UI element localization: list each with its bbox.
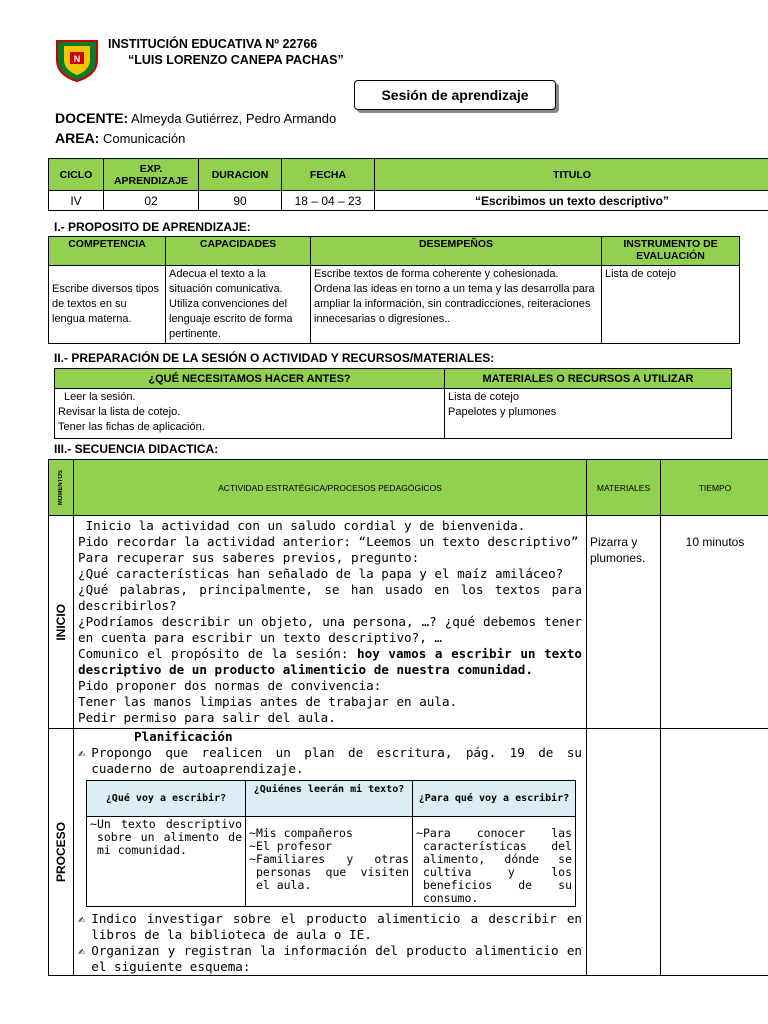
info-header-titulo: TITULO (375, 159, 768, 191)
inicio-purpose-prefix: Comunico el propósito de la sesión: (78, 646, 358, 661)
plan-col3-item: ~ Para conocer las características del alimento, dónde se cultiva y los beneficios de su consumo. (416, 826, 572, 905)
prep-antes-item: Leer la sesión. (64, 391, 136, 403)
inicio-purpose-bold: hoy vamos a escribir un texto descriptivo de un producto alimenticio de nuestra comunidad. (78, 646, 582, 677)
info-ciclo: IV (49, 191, 104, 211)
inicio-line: Inicio la actividad con un saludo cordial y de bienvenida. (78, 518, 526, 533)
proceso-bullet (78, 745, 582, 777)
area-label: AREA: (55, 130, 100, 146)
inicio-purpose (78, 646, 582, 678)
info-duracion: 90 (199, 191, 282, 211)
prep-material-item: Papelotes y plumones (448, 406, 557, 418)
inicio-line: Para recuperar sus saberes previos, pregunto: (78, 550, 420, 565)
info-header-duracion: DURACION (199, 159, 282, 191)
plan-col2 (246, 817, 413, 907)
inicio-line: ¿Qué palabras, principalmente, se han usado en los textos para describirlos? (78, 582, 582, 613)
plan-header-quienes: ¿Quiénes leerán mi texto? (246, 781, 413, 817)
prep-materiales-cell (445, 389, 732, 439)
proceso-bullet (78, 911, 582, 943)
school-logo (54, 38, 100, 82)
inicio-materiales: Pizarra y plumones. (587, 516, 661, 729)
inicio-content (74, 516, 587, 729)
prep-header-antes: ¿QUÉ NECESITAMOS HACER ANTES? (55, 369, 445, 389)
info-header-exp: EXP. APRENDIZAJE (104, 159, 199, 191)
proceso-bullet-text: Organizan y registran la información del producto alimenticio en el siguiente esquema: (91, 943, 582, 974)
plan-header-que: ¿Qué voy a escribir? (87, 781, 246, 817)
info-header-fecha: FECHA (282, 159, 375, 191)
seq-header-materiales: MATERIALES (587, 460, 661, 516)
inicio-line: Pido proponer dos normas de convivencia: (78, 678, 382, 693)
seq-header-momentos (49, 460, 74, 516)
pen-icon: ✍ (78, 746, 86, 760)
purpose-instrumento: Lista de cotejo (602, 266, 740, 344)
pen-icon: ✍ (78, 912, 86, 926)
prep-antes-item: Tener las fichas de aplicación. (58, 421, 205, 433)
info-titulo: “Escribimos un texto descriptivo” (375, 191, 768, 211)
plan-col3 (413, 817, 576, 907)
preparation-table (54, 368, 732, 439)
inicio-line: ¿Qué características han señalado de la papa y el maíz amiláceo? (78, 566, 564, 581)
purpose-desempenos: Escribe textos de forma coherente y cohesionada. Ordena las ideas en torno a un tema y las desarrolla para ampliar la información, sin contradicciones, reiteraciones innecesarias o digresiones.. (311, 266, 602, 344)
proceso-bullet (78, 943, 582, 975)
purpose-header-instrumento: INSTRUMENTO DE EVALUACIÓN (602, 237, 740, 266)
section1-title: I.- PROPOSITO DE APRENDIZAJE: (54, 220, 251, 234)
inicio-line: Pido recordar la actividad anterior: “Leemos un texto descriptivo” (78, 534, 579, 549)
info-header-ciclo: CICLO (49, 159, 104, 191)
purpose-capacidades: Adecua el texto a la situación comunicativa. Utiliza convenciones del lenguaje escrito de forma pertinente. (166, 266, 311, 344)
sequence-table (48, 459, 768, 976)
institution-name: INSTITUCIÓN EDUCATIVA Nº 22766 (108, 37, 318, 51)
purpose-header-competencia: COMPETENCIA (49, 237, 166, 266)
planificacion-heading: Planificación (134, 729, 233, 744)
section3-title: III.- SECUENCIA DIDACTICA: (54, 442, 219, 456)
inicio-line: ¿Podríamos describir un objeto, una persona, …? ¿qué debemos tener en cuenta para escribir un texto descriptivo?, … (78, 614, 582, 645)
info-exp: 02 (104, 191, 199, 211)
pen-icon: ✍ (78, 944, 86, 958)
purpose-header-desempenos: DESEMPEÑOS (311, 237, 602, 266)
plan-col2-item: ~ El profesor (249, 839, 333, 853)
inicio-line: Tener las manos limpias antes de trabajar en aula. (78, 694, 458, 709)
seq-header-tiempo: TIEMPO (661, 460, 768, 516)
prep-antes-item: Revisar la lista de cotejo. (58, 406, 181, 418)
inicio-label-cell (49, 516, 74, 729)
section2-title: II.- PREPARACIÓN DE LA SESIÓN O ACTIVIDAD Y RECURSOS/MATERIALES: (54, 351, 495, 365)
seq-header-momentos-text: MOMENTOS (58, 469, 64, 506)
logo-letter: N (73, 54, 81, 64)
plan-table (86, 780, 576, 907)
seq-header-actividad: ACTIVIDAD ESTRATÉGICA/PROCESOS PEDAGÓGICOS (74, 460, 587, 516)
proceso-label: PROCESO (54, 821, 68, 882)
info-fecha: 18 – 04 – 23 (282, 191, 375, 211)
prep-material-item: Lista de cotejo (448, 391, 519, 403)
proceso-label-cell (49, 729, 74, 976)
plan-col2-item: ~ Familiares y otras personas que visiten el aula. (249, 852, 409, 892)
area-value: Comunicación (102, 131, 186, 146)
proceso-content (74, 729, 587, 976)
session-title-box (354, 80, 556, 110)
proceso-bullet-text: Propongo que realicen un plan de escritura, pág. 19 de su cuaderno de autoaprendizaje. (91, 745, 582, 776)
docente-value: Almeyda Gutiérrez, Pedro Armando (131, 111, 337, 126)
institution-subname: “LUIS LORENZO CANEPA PACHAS” (128, 53, 344, 67)
purpose-table (48, 236, 740, 344)
session-title: Sesión de aprendizaje (381, 87, 529, 103)
purpose-header-capacidades: CAPACIDADES (166, 237, 311, 266)
plan-col2-item: ~ Mis compañeros (249, 826, 353, 840)
plan-col1-item: ~ Un texto descriptivo sobre un alimento de mi comunidad. (90, 817, 242, 857)
plan-col1 (87, 817, 246, 907)
inicio-line: Pedir permiso para salir del aula. (78, 710, 336, 725)
docente-line (55, 110, 336, 126)
proceso-tiempo (661, 729, 768, 976)
purpose-competencia: Escribe diversos tipos de textos en su lengua materna. (49, 266, 166, 344)
area-line (55, 130, 185, 146)
proceso-materiales (587, 729, 661, 976)
prep-header-materiales: MATERIALES O RECURSOS A UTILIZAR (445, 369, 732, 389)
inicio-tiempo: 10 minutos (661, 516, 768, 729)
inicio-label: INICIO (54, 603, 68, 641)
info-table (48, 158, 768, 211)
proceso-bullet-text: Indico investigar sobre el producto alimenticio a describir en libros de la biblioteca de aula o IE. (91, 911, 582, 942)
docente-label: DOCENTE: (55, 110, 129, 126)
prep-antes-cell (55, 389, 445, 439)
plan-header-paraque: ¿Para qué voy a escribir? (413, 781, 576, 817)
